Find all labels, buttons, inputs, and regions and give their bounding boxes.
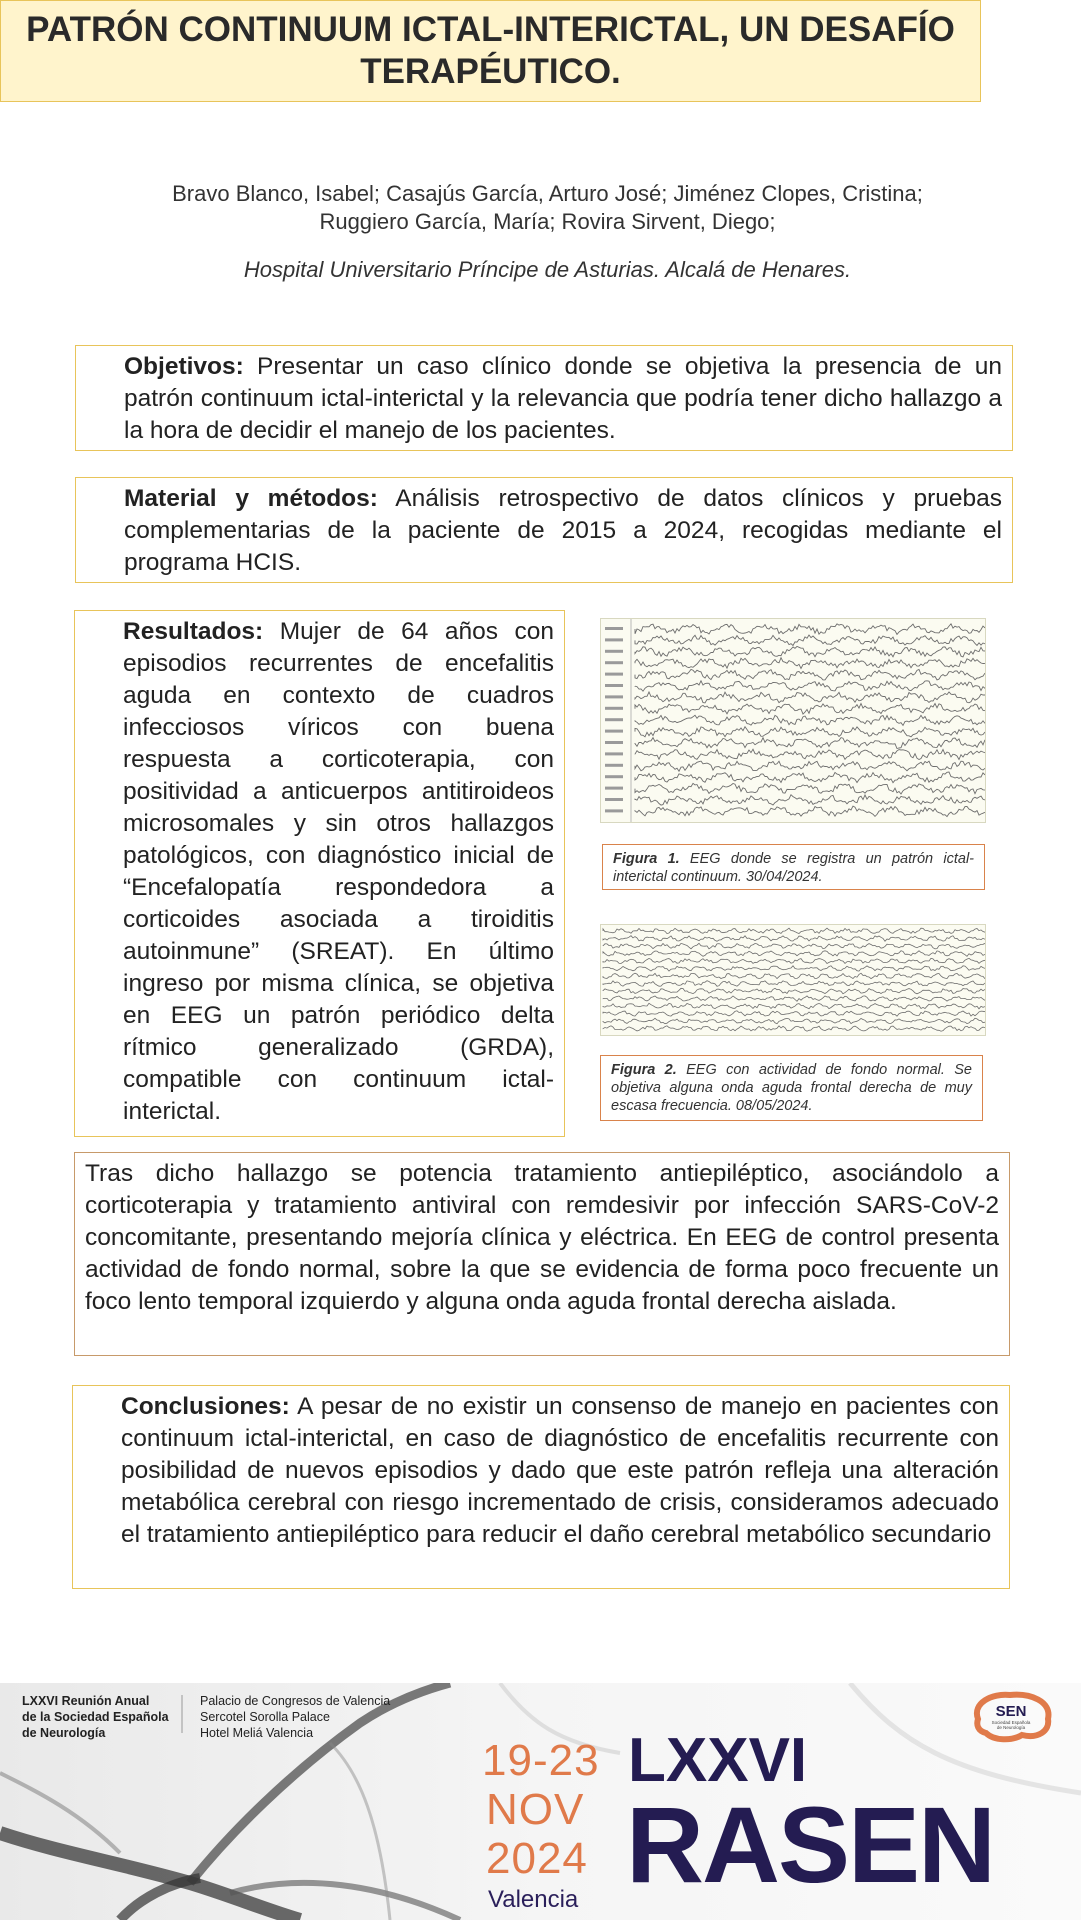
- eeg-figure-2: [600, 924, 986, 1036]
- objetivos-label: Objetivos:: [124, 353, 244, 380]
- eeg-channel-label-mark: [605, 764, 623, 767]
- figure-2-caption: [600, 1055, 983, 1121]
- meeting-line-1: LXXVI Reunión Anual: [22, 1694, 150, 1708]
- eeg-channel-label-mark: [605, 775, 623, 778]
- eeg-channel-label-mark: [605, 673, 623, 676]
- eeg-channel-label-mark: [605, 718, 623, 721]
- metodos-section: [75, 477, 1013, 583]
- sen-logo-sub-2: de Neurología: [996, 1725, 1026, 1730]
- meeting-name: [22, 1693, 169, 1741]
- eeg-channel-label-mark: [605, 787, 623, 790]
- meeting-line-3: de Neurología: [22, 1726, 106, 1740]
- objetivos-text: Presentar un caso clínico donde se objetiva la presencia de un patrón continuum ictal-interictal y la relevancia que podría tener dicho hallazgo a la hora de decidir el manejo de los pacientes.: [124, 353, 1002, 444]
- objetivos-section: [75, 345, 1013, 451]
- meeting-line-2: de la Sociedad Española: [22, 1710, 169, 1724]
- sen-logo-sub-1: Sociedad Española: [991, 1720, 1031, 1725]
- conclusiones-text: A pesar de no existir un consenso de manejo en pacientes con continuum ictal-interictal, en caso de diagnóstico de encefalitis recurrente con posibilidad de nuevos episodios y dado que este patrón refleja una alteración metabólica cerebral con riesgo incrementado de crisis, consideramos adecuado el tratamiento antiepiléptico para reducir el daño cerebral metabólico secundario: [121, 1393, 999, 1548]
- event-city: Valencia: [488, 1886, 579, 1913]
- resultados-label: Resultados:: [123, 618, 264, 645]
- sen-logo-subtitle: [964, 1720, 1058, 1730]
- continuacion-text: Tras dicho hallazgo se potencia tratamiento antiepiléptico, asociándolo a corticoterapia y tratamiento antiviral con remdesivir por infección SARS-CoV-2 concomitante, presentando mejoría clínica y eléctrica. En EEG de control presenta actividad de fondo normal, sobre la que se evidencia de forma poco frecuente un foco lento temporal izquierdo y alguna onda aguda frontal derecha aislada.: [85, 1160, 999, 1315]
- continuacion-section: [74, 1152, 1010, 1356]
- eeg-channel-label-mark: [605, 798, 623, 801]
- eeg-channel-label-mark: [605, 695, 623, 698]
- eeg-channel-label-mark: [605, 684, 623, 687]
- authors: [90, 180, 1005, 236]
- eeg-trace-1: [601, 619, 986, 823]
- eeg-channel-label-mark: [605, 741, 623, 744]
- figure-1-label: Figura 1.: [613, 851, 680, 867]
- eeg-channel-label-mark: [605, 638, 623, 641]
- eeg-channel-label-mark: [605, 707, 623, 710]
- eeg-channel-label-mark: [605, 752, 623, 755]
- event-month: NOV: [486, 1785, 585, 1834]
- sen-logo: [964, 1689, 1058, 1743]
- eeg-channel-label-mark: [605, 730, 623, 733]
- metodos-label: Material y métodos:: [124, 485, 378, 512]
- event-year: 2024: [486, 1834, 588, 1883]
- figure-1-text: EEG donde se registra un patrón ictal-interictal continuum. 30/04/2024.: [613, 851, 974, 885]
- affiliation: Hospital Universitario Príncipe de Asturias. Alcalá de Henares.: [243, 257, 852, 282]
- venue-line-1: Palacio de Congresos de Valencia: [200, 1694, 391, 1708]
- venue-line-3: Hotel Meliá Valencia: [200, 1726, 314, 1740]
- poster-title: PATRÓN CONTINUUM ICTAL-INTERICTAL, UN DESAFÍO TERAPÉUTICO.: [0, 0, 981, 102]
- figure-2-label: Figura 2.: [611, 1062, 677, 1078]
- metodos-text: Análisis retrospectivo de datos clínicos y pruebas complementarias de la paciente de 2015 a 2024, recogidas mediante el programa HCIS.: [124, 485, 1002, 576]
- eeg-channel-label-mark: [605, 627, 623, 630]
- resultados-section: [74, 610, 565, 1137]
- event-name: RASEN: [626, 1784, 995, 1905]
- conclusiones-label: Conclusiones:: [121, 1393, 290, 1420]
- eeg-trace-2: [601, 925, 986, 1036]
- eeg-channel-label-mark: [605, 650, 623, 653]
- venue-list: [200, 1693, 390, 1741]
- sen-logo-text: SEN: [995, 1703, 1027, 1720]
- congress-banner: [0, 1683, 1081, 1920]
- event-dates: 19-23: [482, 1736, 600, 1785]
- figure-1-caption: [602, 844, 985, 890]
- eeg-channel-label-mark: [605, 809, 623, 812]
- eeg-figure-1: [600, 618, 986, 823]
- resultados-text: Mujer de 64 años con episodios recurrentes de encefalitis aguda en contexto de cuadros infecciosos víricos con buena respuesta a corticoterapia, con positividad a anticuerpos antitiroideos microsomales y sin otros hallazgos patológicos, con diagnóstico inicial de “Encefalopatía respondedora a corticoides asociada a tiroiditis autoinmune” (SREAT). En último ingreso por misma clínica, se objetiva en EEG un patrón periódico delta rítmico generalizado (GRDA), compatible con continuum ictal-interictal.: [123, 618, 554, 1125]
- authors-line-1: Bravo Blanco, Isabel; Casajús García, Arturo José; Jiménez Clopes, Cristina;: [172, 181, 923, 206]
- authors-line-2: Ruggiero García, María; Rovira Sirvent, Diego;: [319, 209, 776, 234]
- event-edition: LXXVI: [628, 1726, 808, 1795]
- eeg-channel-label-mark: [605, 661, 623, 664]
- figure-2-text: EEG con actividad de fondo normal. Se objetiva alguna onda aguda frontal derecha de muy escasa frecuencia. 08/05/2024.: [611, 1062, 972, 1114]
- venue-line-2: Sercotel Sorolla Palace: [200, 1710, 330, 1724]
- conclusiones-section: [72, 1385, 1010, 1589]
